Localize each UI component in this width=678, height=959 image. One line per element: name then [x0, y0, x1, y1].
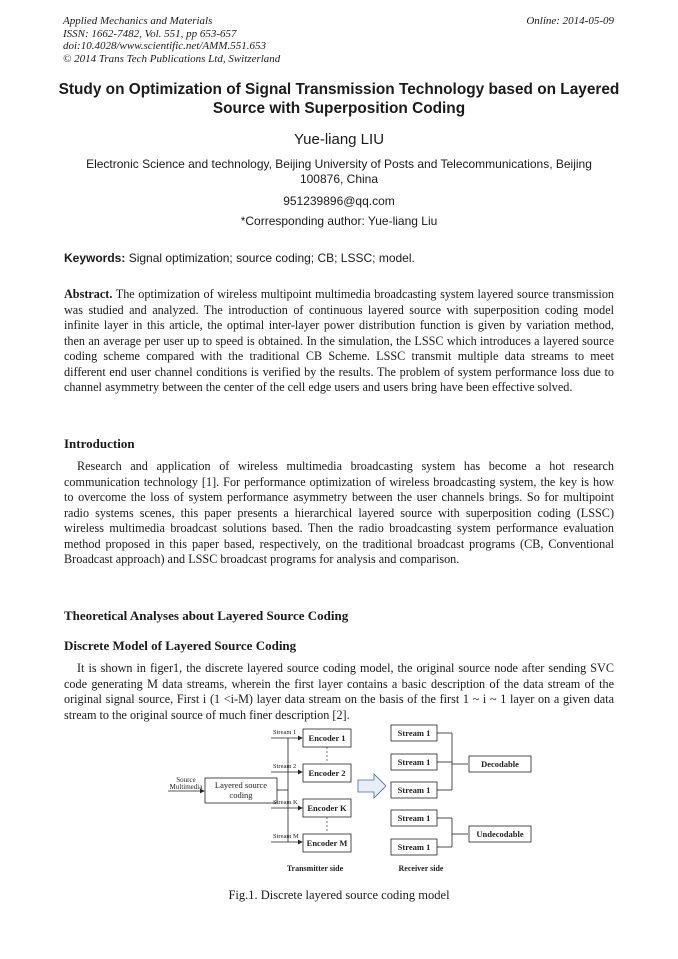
undecodable-label: Undecodable [476, 829, 524, 839]
abstract [64, 287, 614, 396]
source-label-1: Source [176, 776, 196, 784]
receiver-side-label: Receiver side [398, 864, 444, 873]
introduction-heading: Introduction [64, 436, 135, 451]
section-text: It is shown in figer1, the discrete layered source coding model, the original source node after sending SVC code generating M data streams, wherein the first layer contains a basic description of the data stream of the original signal source, First i (1 <i-M) layer data stream on the basis of the first 1 ~ i ~ 1 layer on a given data stream to the original source of much finer description [2]. [64, 661, 614, 722]
layered-box-label-1: Layered source [214, 780, 268, 790]
author: Yue-liang LIU [293, 131, 385, 148]
journal-header [63, 15, 280, 65]
encoder-1: Encoder 1 [308, 733, 346, 743]
encoder-k: Encoder K [307, 803, 347, 813]
copyright: © 2014 Trans Tech Publications Ltd, Switzerland [63, 52, 281, 65]
receiver-stream-2: Stream 1 [397, 757, 431, 767]
journal-name: Applied Mechanics and Materials [63, 15, 213, 27]
corresponding-author: *Corresponding author: Yue-liang Liu [240, 214, 438, 228]
figure-caption: Fig.1. Discrete layered source coding model [228, 888, 450, 902]
abstract-text: The optimization of wireless multipoint multimedia broadcasting system layered source transmission was studied and analyzed. The introduction of continuous layered source with superposition coding model infinite layer in this article, the optimal inter-layer power distribution function is given by variation method, then an average per user up to speed is obtained. In the simulation, the LSSC which introduces a layered source coding scheme compared with the traditional CB Scheme. LSSC transmit multiple data streams to meet different end user channel conditions is verified by the results. The problem of system performance loss due to channel asymmetry between the center of the cell edge users and users bring have been effective solved. [64, 287, 614, 394]
stream-label-1: Stream 1 [273, 729, 297, 736]
receiver-stream-4: Stream 1 [397, 813, 431, 823]
stream-label-2: Stream 2 [273, 763, 297, 770]
introduction-text: Research and application of wireless multimedia broadcasting system has become a hot research communication technology [1]. For performance optimization of wireless broadcasting system, the key is how to overcome the loss of system performance asymmetry between the user channels brings. So for multipoint radio systems scenes, this paper presents a hierarchical layered source with superposition coding (LSSC) wireless multimedia broadcast solutions based. Then the radio broadcasting system performance evaluation method proposed in this paper based, respectively, on the traditional broadcast programs (CB, Conventional Broadcast approach) and LSSC broadcast programs for analysis and comparison. [64, 459, 614, 566]
abstract-label: Abstract. [64, 287, 113, 301]
keywords [64, 251, 616, 265]
layered-box-label-2: coding [229, 790, 253, 800]
subsection-heading: Discrete Model of Layered Source Coding [64, 638, 297, 653]
decodable-label: Decodable [481, 759, 519, 769]
author-email: 951239896@qq.com [283, 194, 395, 208]
section-heading: Theoretical Analyses about Layered Source Coding [64, 608, 349, 623]
transmission-arrow-icon [358, 774, 386, 798]
issn: ISSN: 1662-7482, Vol. 551, pp 653-657 [63, 27, 237, 40]
keywords-label: Keywords: [64, 251, 126, 265]
stream-label-k: Stream K [273, 799, 298, 806]
receiver-stream-5: Stream 1 [397, 842, 431, 852]
doi: doi:10.4028/www.scientific.net/AMM.551.653 [63, 40, 266, 53]
stream-label-m: Stream M [273, 833, 299, 840]
keywords-text: Signal optimization; source coding; CB; LSSC; model. [125, 251, 415, 265]
encoder-2: Encoder 2 [308, 768, 346, 778]
receiver-stream-3: Stream 1 [397, 785, 431, 795]
affiliation: Electronic Science and technology, Beijing University of Posts and Telecommunications, Beijing 100876, China [86, 157, 592, 186]
encoder-m: Encoder M [306, 838, 348, 848]
source-label-2: Multimedia [169, 783, 203, 791]
figure-diagram [166, 724, 546, 876]
transmitter-side-label: Transmitter side [286, 864, 344, 873]
paper-title: Study on Optimization of Signal Transmission Technology based on Layered Source with Superposition Coding [58, 81, 620, 117]
receiver-stream-1: Stream 1 [397, 728, 431, 738]
online-date: Online: 2014-05-09 [526, 15, 614, 27]
